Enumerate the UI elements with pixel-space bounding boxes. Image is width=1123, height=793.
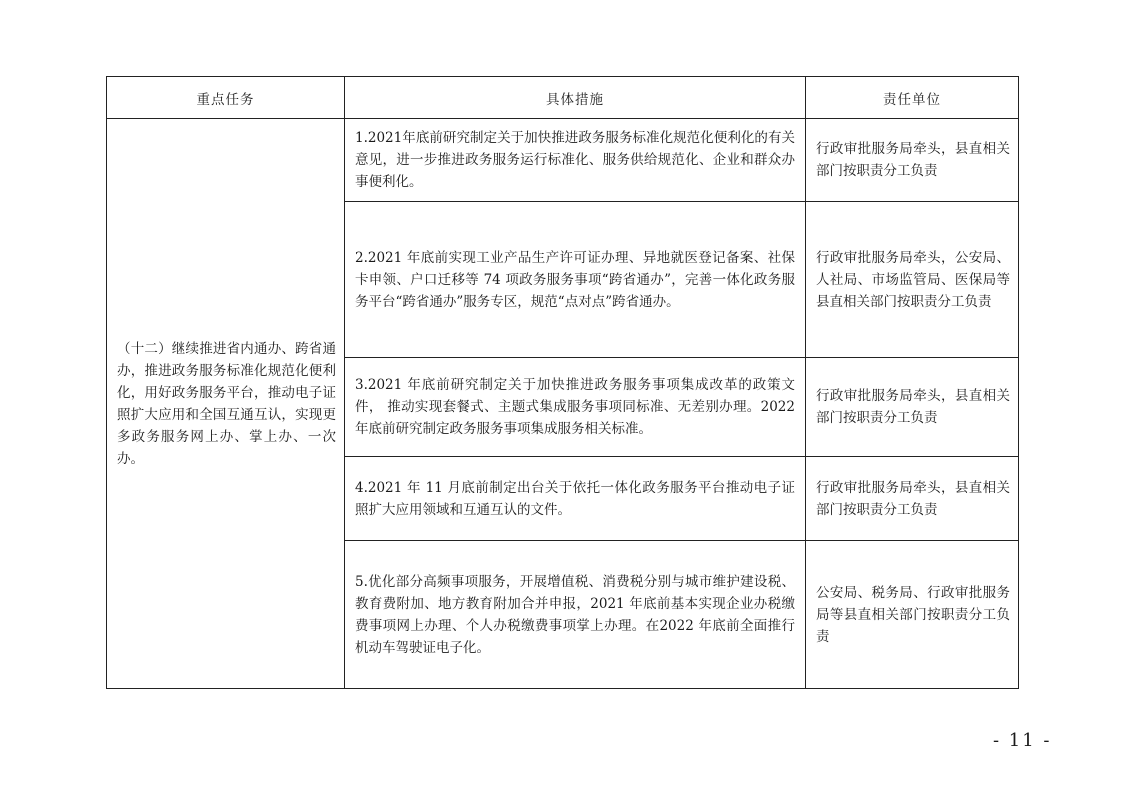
measure-cell: 5.优化部分高频事项服务，开展增值税、消费税分别与城市维护建设税、教育费附加、地方教育附加合并申报，2021 年底前基本实现企业办税缴费事项网上办理、个人办税缴费事项掌上办理。在2022 年底前全面推行机动车驾驶证电子化。: [345, 541, 806, 689]
responsible-unit-cell: 行政审批服务局牵头，县直相关部门按职责分工负责: [806, 119, 1019, 202]
header-responsible-unit: 责任单位: [806, 77, 1019, 119]
table-row: [107, 119, 1019, 202]
header-measures: 具体措施: [345, 77, 806, 119]
page-number: - 11 -: [993, 730, 1052, 751]
task-table: [106, 76, 1019, 689]
responsible-unit-cell: 行政审批服务局牵头，县直相关部门按职责分工负责: [806, 358, 1019, 457]
responsible-unit-cell: 公安局、税务局、行政审批服务局等县直相关部门按职责分工负责: [806, 541, 1019, 689]
measure-cell: 2.2021 年底前实现工业产品生产许可证办理、异地就医登记备案、社保卡申领、户口迁移等 74 项政务服务事项“跨省通办”，完善一体化政务服务平台“跨省通办”服务专区，规范“点对点”跨省通办。: [345, 202, 806, 358]
responsible-unit-cell: 行政审批服务局牵头，公安局、人社局、市场监管局、医保局等县直相关部门按职责分工负责: [806, 202, 1019, 358]
measure-cell: 3.2021 年底前研究制定关于加快推进政务服务事项集成改革的政策文件， 推动实现套餐式、主题式集成服务事项同标准、无差别办理。2022年底前研究制定政务服务事项集成服务相关标准。: [345, 358, 806, 457]
measure-cell: 1.2021年底前研究制定关于加快推进政务服务标准化规范化便利化的有关意见，进一步推进政务服务运行标准化、服务供给规范化、企业和群众办事便利化。: [345, 119, 806, 202]
key-task-cell: （十二）继续推进省内通办、跨省通办，推进政务服务标准化规范化便利化，用好政务服务平台，推动电子证照扩大应用和全国互通互认，实现更多政务服务网上办、掌上办、一次办。: [107, 119, 345, 689]
responsible-unit-cell: 行政审批服务局牵头，县直相关部门按职责分工负责: [806, 457, 1019, 541]
measure-cell: 4.2021 年 11 月底前制定出台关于依托一体化政务服务平台推动电子证照扩大应用领域和互通互认的文件。: [345, 457, 806, 541]
header-key-task: 重点任务: [107, 77, 345, 119]
table-header-row: [107, 77, 1019, 119]
